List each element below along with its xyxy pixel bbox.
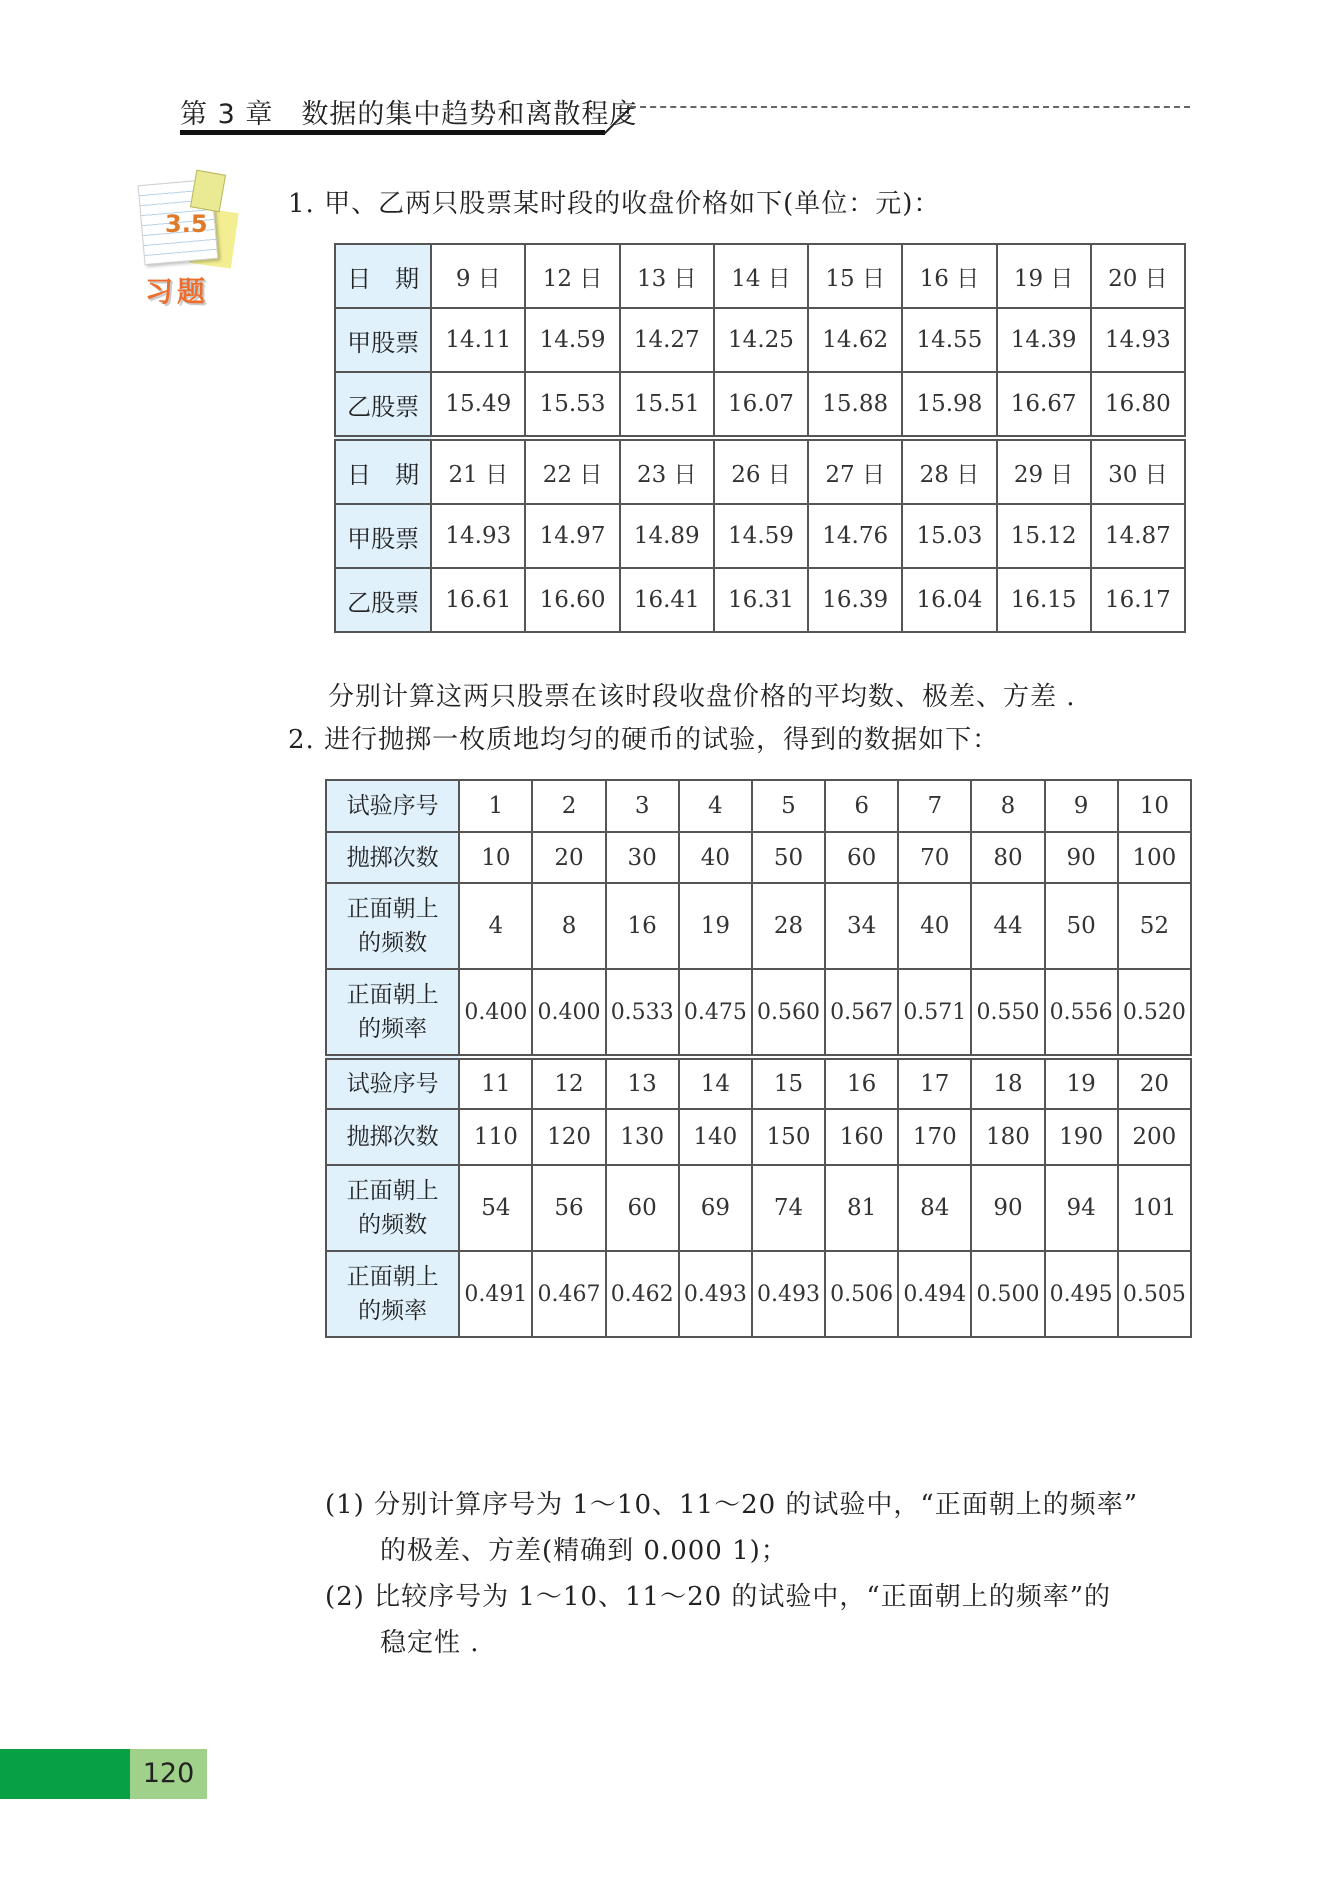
table-cell: 120 bbox=[532, 1109, 605, 1165]
sub-question-1-line-1: (1) 分别计算序号为 1～10、11～20 的试验中，“正面朝上的频率” bbox=[325, 1490, 1139, 1520]
header-underline bbox=[180, 130, 605, 135]
table-cell: 14 日 bbox=[714, 244, 808, 308]
stock-b-row bbox=[335, 372, 1185, 438]
table-cell: 0.533 bbox=[606, 969, 679, 1057]
table-cell: 16.15 bbox=[997, 568, 1091, 632]
table-cell: 4 bbox=[679, 780, 752, 832]
date-row bbox=[335, 438, 1185, 504]
sub-question-2-line-1: (2) 比较序号为 1～10、11～20 的试验中，“正面朝上的频率”的 bbox=[325, 1582, 1112, 1612]
question-1-instruction: 分别计算这两只股票在该时段收盘价格的平均数、极差、方差 . bbox=[328, 682, 1076, 712]
table-cell: 130 bbox=[606, 1109, 679, 1165]
table-cell: 15.98 bbox=[902, 372, 996, 438]
table-cell: 9 bbox=[1045, 780, 1118, 832]
table-cell: 16.17 bbox=[1091, 568, 1185, 632]
table-cell: 0.505 bbox=[1118, 1251, 1191, 1337]
table-cell: 50 bbox=[1045, 883, 1118, 969]
table-cell: 15 日 bbox=[808, 244, 902, 308]
table-cell: 15.49 bbox=[431, 372, 525, 438]
table-cell: 80 bbox=[971, 832, 1044, 883]
table-cell: 0.550 bbox=[971, 969, 1044, 1057]
table-cell: 60 bbox=[606, 1165, 679, 1251]
table-cell: 15.51 bbox=[620, 372, 714, 438]
sub-question-1-line-2: 的极差、方差(精确到 0.000 1)； bbox=[380, 1536, 788, 1566]
table-cell: 40 bbox=[898, 883, 971, 969]
row-label-line-2: 的频率 bbox=[358, 1298, 428, 1324]
table-cell: 20 bbox=[532, 832, 605, 883]
table-cell: 26 日 bbox=[714, 438, 808, 504]
table-cell: 28 日 bbox=[902, 438, 996, 504]
coin-toss-table bbox=[325, 779, 1192, 1338]
table-cell: 14.89 bbox=[620, 504, 714, 568]
table-cell: 50 bbox=[752, 832, 825, 883]
row-label: 日 期 bbox=[335, 438, 431, 504]
table-cell: 0.567 bbox=[825, 969, 898, 1057]
row-label-line-1: 正面朝上 bbox=[346, 1264, 439, 1290]
table-cell: 81 bbox=[825, 1165, 898, 1251]
table-cell: 14.55 bbox=[902, 308, 996, 372]
table-cell: 140 bbox=[679, 1109, 752, 1165]
exercise-badge bbox=[135, 170, 245, 310]
table-cell: 3 bbox=[606, 780, 679, 832]
table-cell: 200 bbox=[1118, 1109, 1191, 1165]
table-cell: 13 bbox=[606, 1057, 679, 1109]
table-cell: 7 bbox=[898, 780, 971, 832]
table-cell: 14.76 bbox=[808, 504, 902, 568]
table-cell: 0.520 bbox=[1118, 969, 1191, 1057]
table-cell: 0.560 bbox=[752, 969, 825, 1057]
row-label: 乙股票 bbox=[335, 568, 431, 632]
row-label bbox=[326, 883, 459, 969]
heads-frequency-row bbox=[326, 1251, 1191, 1337]
table-cell: 10 bbox=[459, 832, 532, 883]
table-cell: 30 日 bbox=[1091, 438, 1185, 504]
row-label: 乙股票 bbox=[335, 372, 431, 438]
table-cell: 0.495 bbox=[1045, 1251, 1118, 1337]
table-cell: 0.493 bbox=[752, 1251, 825, 1337]
row-label: 抛掷次数 bbox=[326, 1109, 459, 1165]
table-cell: 56 bbox=[532, 1165, 605, 1251]
table-cell: 0.462 bbox=[606, 1251, 679, 1337]
table-cell: 16.07 bbox=[714, 372, 808, 438]
row-label: 试验序号 bbox=[326, 780, 459, 832]
table-cell: 14.27 bbox=[620, 308, 714, 372]
table-cell: 27 日 bbox=[808, 438, 902, 504]
table-cell: 19 bbox=[679, 883, 752, 969]
table-cell: 15.03 bbox=[902, 504, 996, 568]
table-cell: 22 日 bbox=[525, 438, 619, 504]
toss-count-row bbox=[326, 832, 1191, 883]
row-label bbox=[326, 969, 459, 1057]
trial-number-row bbox=[326, 780, 1191, 832]
table-cell: 14.62 bbox=[808, 308, 902, 372]
table-cell: 29 日 bbox=[997, 438, 1091, 504]
table-cell: 44 bbox=[971, 883, 1044, 969]
table-cell: 16.41 bbox=[620, 568, 714, 632]
table-cell: 190 bbox=[1045, 1109, 1118, 1165]
table-cell: 14 bbox=[679, 1057, 752, 1109]
row-label: 甲股票 bbox=[335, 308, 431, 372]
table-cell: 0.491 bbox=[459, 1251, 532, 1337]
row-label-line-1: 正面朝上 bbox=[346, 896, 439, 922]
table-cell: 30 bbox=[606, 832, 679, 883]
table-cell: 14.93 bbox=[1091, 308, 1185, 372]
table-cell: 160 bbox=[825, 1109, 898, 1165]
table-cell: 0.556 bbox=[1045, 969, 1118, 1057]
table-cell: 13 日 bbox=[620, 244, 714, 308]
table-cell: 9 日 bbox=[431, 244, 525, 308]
table-cell: 4 bbox=[459, 883, 532, 969]
stock-a-row bbox=[335, 504, 1185, 568]
table-cell: 0.493 bbox=[679, 1251, 752, 1337]
exercise-label: 习题 bbox=[145, 275, 210, 308]
row-label-line-1: 正面朝上 bbox=[346, 982, 439, 1008]
table-cell: 14.59 bbox=[714, 504, 808, 568]
row-label: 抛掷次数 bbox=[326, 832, 459, 883]
table-cell: 60 bbox=[825, 832, 898, 883]
stock-price-table bbox=[334, 243, 1186, 633]
header-dashed-rule bbox=[630, 106, 1190, 108]
table-cell: 15.53 bbox=[525, 372, 619, 438]
table-cell: 40 bbox=[679, 832, 752, 883]
table-cell: 150 bbox=[752, 1109, 825, 1165]
row-label-line-2: 的频率 bbox=[358, 1016, 428, 1042]
sub-question-2-line-2: 稳定性 . bbox=[380, 1628, 480, 1658]
heads-count-row bbox=[326, 883, 1191, 969]
table-cell: 14.39 bbox=[997, 308, 1091, 372]
table-cell: 17 bbox=[898, 1057, 971, 1109]
row-label-line-2: 的频数 bbox=[358, 930, 428, 956]
table-cell: 90 bbox=[1045, 832, 1118, 883]
question-2-text: 2. 进行抛掷一枚质地均匀的硬币的试验，得到的数据如下： bbox=[288, 725, 1000, 755]
table-cell: 16.80 bbox=[1091, 372, 1185, 438]
table-cell: 16.67 bbox=[997, 372, 1091, 438]
page-number: 120 bbox=[130, 1749, 207, 1799]
table-cell: 6 bbox=[825, 780, 898, 832]
table-cell: 16.39 bbox=[808, 568, 902, 632]
table-cell: 16 日 bbox=[902, 244, 996, 308]
table-cell: 84 bbox=[898, 1165, 971, 1251]
table-cell: 14.93 bbox=[431, 504, 525, 568]
table-cell: 20 日 bbox=[1091, 244, 1185, 308]
table-cell: 0.475 bbox=[679, 969, 752, 1057]
table-cell: 18 bbox=[971, 1057, 1044, 1109]
table-cell: 0.571 bbox=[898, 969, 971, 1057]
row-label-line-1: 正面朝上 bbox=[346, 1178, 439, 1204]
table-cell: 0.400 bbox=[532, 969, 605, 1057]
table-cell: 1 bbox=[459, 780, 532, 832]
table-cell: 5 bbox=[752, 780, 825, 832]
table-cell: 14.87 bbox=[1091, 504, 1185, 568]
table-cell: 0.467 bbox=[532, 1251, 605, 1337]
question-1-text: 1. 甲、乙两只股票某时段的收盘价格如下(单位：元)： bbox=[288, 189, 941, 219]
table-cell: 0.400 bbox=[459, 969, 532, 1057]
table-cell: 14.59 bbox=[525, 308, 619, 372]
table-cell: 23 日 bbox=[620, 438, 714, 504]
table-cell: 52 bbox=[1118, 883, 1191, 969]
table-cell: 2 bbox=[532, 780, 605, 832]
table-cell: 8 bbox=[532, 883, 605, 969]
table-cell: 180 bbox=[971, 1109, 1044, 1165]
table-cell: 0.494 bbox=[898, 1251, 971, 1337]
stock-b-row bbox=[335, 568, 1185, 632]
table-cell: 19 bbox=[1045, 1057, 1118, 1109]
row-label bbox=[326, 1251, 459, 1337]
row-label: 甲股票 bbox=[335, 504, 431, 568]
table-cell: 28 bbox=[752, 883, 825, 969]
table-cell: 0.500 bbox=[971, 1251, 1044, 1337]
table-cell: 14.25 bbox=[714, 308, 808, 372]
table-cell: 14.97 bbox=[525, 504, 619, 568]
table-cell: 16 bbox=[825, 1057, 898, 1109]
table-cell: 19 日 bbox=[997, 244, 1091, 308]
table-cell: 8 bbox=[971, 780, 1044, 832]
table-cell: 16.60 bbox=[525, 568, 619, 632]
table-cell: 12 bbox=[532, 1057, 605, 1109]
heads-frequency-row bbox=[326, 969, 1191, 1057]
table-cell: 15 bbox=[752, 1057, 825, 1109]
table-cell: 15.88 bbox=[808, 372, 902, 438]
table-cell: 16.31 bbox=[714, 568, 808, 632]
table-cell: 15.12 bbox=[997, 504, 1091, 568]
footer-green-bar bbox=[0, 1749, 130, 1799]
paper-clip-icon bbox=[190, 170, 226, 213]
heads-count-row bbox=[326, 1165, 1191, 1251]
table-cell: 54 bbox=[459, 1165, 532, 1251]
row-label-line-2: 的频数 bbox=[358, 1212, 428, 1238]
page-header bbox=[180, 92, 1190, 132]
table-cell: 10 bbox=[1118, 780, 1191, 832]
section-number: 3.5 bbox=[165, 210, 208, 238]
table-cell: 11 bbox=[459, 1057, 532, 1109]
table-cell: 34 bbox=[825, 883, 898, 969]
trial-number-row bbox=[326, 1057, 1191, 1109]
stock-a-row bbox=[335, 308, 1185, 372]
table-cell: 74 bbox=[752, 1165, 825, 1251]
header-divider-slash bbox=[598, 92, 638, 136]
table-cell: 110 bbox=[459, 1109, 532, 1165]
toss-count-row bbox=[326, 1109, 1191, 1165]
row-label bbox=[326, 1165, 459, 1251]
table-cell: 69 bbox=[679, 1165, 752, 1251]
table-cell: 90 bbox=[971, 1165, 1044, 1251]
table-cell: 16 bbox=[606, 883, 679, 969]
table-cell: 14.11 bbox=[431, 308, 525, 372]
table-cell: 101 bbox=[1118, 1165, 1191, 1251]
table-cell: 94 bbox=[1045, 1165, 1118, 1251]
chapter-title: 第 3 章 数据的集中趋势和离散程度 bbox=[180, 99, 638, 130]
table-cell: 70 bbox=[898, 832, 971, 883]
date-row bbox=[335, 244, 1185, 308]
row-label: 试验序号 bbox=[326, 1057, 459, 1109]
table-cell: 0.506 bbox=[825, 1251, 898, 1337]
table-cell: 170 bbox=[898, 1109, 971, 1165]
table-cell: 20 bbox=[1118, 1057, 1191, 1109]
table-cell: 12 日 bbox=[525, 244, 619, 308]
row-label: 日 期 bbox=[335, 244, 431, 308]
table-cell: 16.61 bbox=[431, 568, 525, 632]
table-cell: 21 日 bbox=[431, 438, 525, 504]
table-cell: 16.04 bbox=[902, 568, 996, 632]
table-cell: 100 bbox=[1118, 832, 1191, 883]
